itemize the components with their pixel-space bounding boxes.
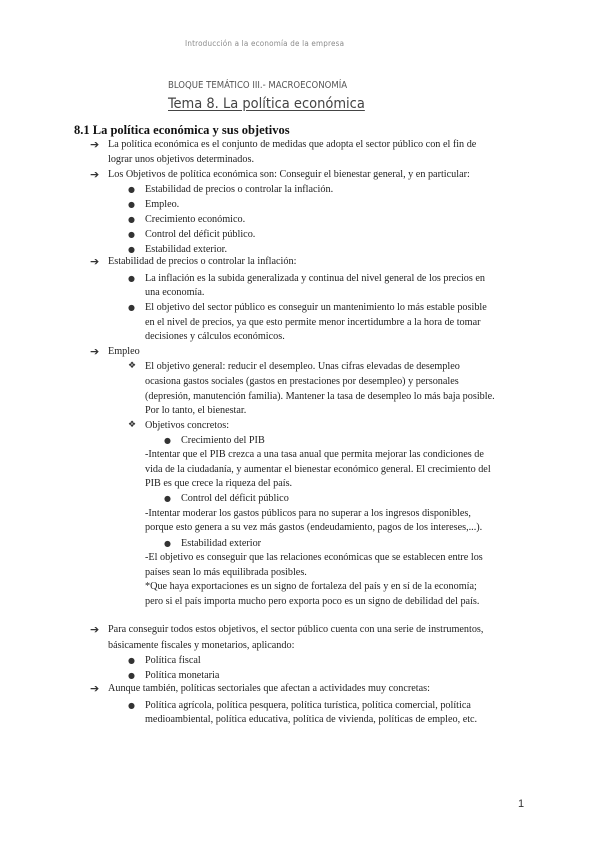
text-line: -El objetivo es conseguir que las relaciones económicas que se establecen entre los [145,552,483,563]
text-line: Aunque también, políticas sectoriales que afectan a actividades muy concretas: [108,683,430,694]
text-line: PIB es que crece la riqueza del país. [145,478,293,489]
text-line: Política agrícola, política pesquera, política turística, política comercial, política [145,700,471,711]
text-line: Por lo tanto, el bienestar. [145,405,247,416]
text-line: en el nivel de precios, ya que esto permite menor incertidumbre a la hora de tomar [145,317,481,328]
text-line: Política monetaria [145,670,220,681]
diamond-bullet-icon: ❖ [128,361,137,371]
arrow-bullet-icon: ➔ [90,168,100,181]
text-line: (depresión, manutención familia). Mantener la tasa de desempleo lo más baja posible. [145,391,495,402]
arrow-bullet-icon: ➔ [90,623,100,636]
text-line: Estabilidad de precios o controlar la inflación. [145,184,334,195]
dot-bullet-icon: ● [128,303,135,312]
text-line: La política económica es el conjunto de medidas que adopta el sector público con el fin de [108,139,477,150]
text-line: Objetivos concretos: [145,420,230,431]
dot-bullet-icon: ● [128,185,135,194]
page-number: 1 [518,798,525,810]
dot-bullet-icon: ● [128,200,135,209]
dot-bullet-icon: ● [164,539,171,548]
text-line: Los Objetivos de política económica son: Conseguir el bienestar general, y en particular: [108,169,470,180]
text-line: -Intentar que el PIB crezca a una tasa anual que permita mejorar las condiciones de [145,449,484,460]
arrow-bullet-icon: ➔ [90,682,100,695]
text-line: El objetivo del sector público es conseguir un mantenimiento lo más estable posible [145,302,487,313]
text-line: Crecimiento económico. [145,214,246,225]
text-line: ocasiona gastos sociales (gastos en prestaciones por desempleo) y personales [145,376,459,387]
text-line: decisiones y cálculos económicos. [145,331,285,342]
text-line: Control del déficit público [181,493,289,504]
text-line: Para conseguir todos estos objetivos, el sector público cuenta con una serie de instrumentos, [108,624,484,635]
arrow-bullet-icon: ➔ [90,138,100,151]
text-line: Control del déficit público. [145,229,256,240]
diamond-bullet-icon: ❖ [128,420,137,430]
text-line: Empleo. [145,199,180,210]
text-line: Crecimiento del PIB [181,435,265,446]
text-line: El objetivo general: reducir el desempleo. Unas cifras elevadas de desempleo [145,361,460,372]
dot-bullet-icon: ● [164,436,171,445]
text-line: una economía. [145,287,205,298]
text-line: lograr unos objetivos determinados. [108,154,254,165]
section-title: 8.1 La política económica y sus objetivos [74,123,290,137]
text-line: vida de la ciudadanía, y aumentar el bienestar económico general. El crecimiento del [145,464,491,475]
text-line: La inflación es la subida generalizada y continua del nivel general de los precios en [145,273,486,284]
course-header: Introducción a la economía de la empresa [185,39,345,48]
text-line: Estabilidad de precios o controlar la inflación: [108,256,297,267]
text-line: Estabilidad exterior [181,538,262,549]
dot-bullet-icon: ● [128,701,135,710]
text-line: Política fiscal [145,655,201,666]
text-line: Empleo [108,346,140,357]
text-line: básicamente fiscales y monetarios, aplicando: [108,640,295,651]
arrow-bullet-icon: ➔ [90,345,100,358]
dot-bullet-icon: ● [128,230,135,239]
text-line: pero si el país importa mucho pero exporta poco es un signo de debilidad del país. [145,596,480,607]
text-line: -Intentar moderar los gastos públicos para no superar a los ingresos disponibles, [145,508,471,519]
text-line: porque esto genera a su vez más gastos (endeudamiento, pagos de los intereses,...). [145,522,483,533]
dot-bullet-icon: ● [128,215,135,224]
dot-bullet-icon: ● [164,494,171,503]
text-line: Estabilidad exterior. [145,244,228,255]
dot-bullet-icon: ● [128,245,135,254]
text-line: medioambiental, política educativa, política de vivienda, políticas de empleo, etc. [145,714,478,725]
dot-bullet-icon: ● [128,671,135,680]
bloque-heading: BLOQUE TEMÁTICO III.- MACROECONOMÍA [168,80,348,91]
text-line: países sean lo más equilibrada posibles. [145,567,307,578]
arrow-bullet-icon: ➔ [90,255,100,268]
text-line: *Que haya exportaciones es un signo de fortaleza del país y en sí de la economía; [145,581,477,592]
dot-bullet-icon: ● [128,274,135,283]
tema-heading: Tema 8. La política económica [168,96,365,112]
dot-bullet-icon: ● [128,656,135,665]
